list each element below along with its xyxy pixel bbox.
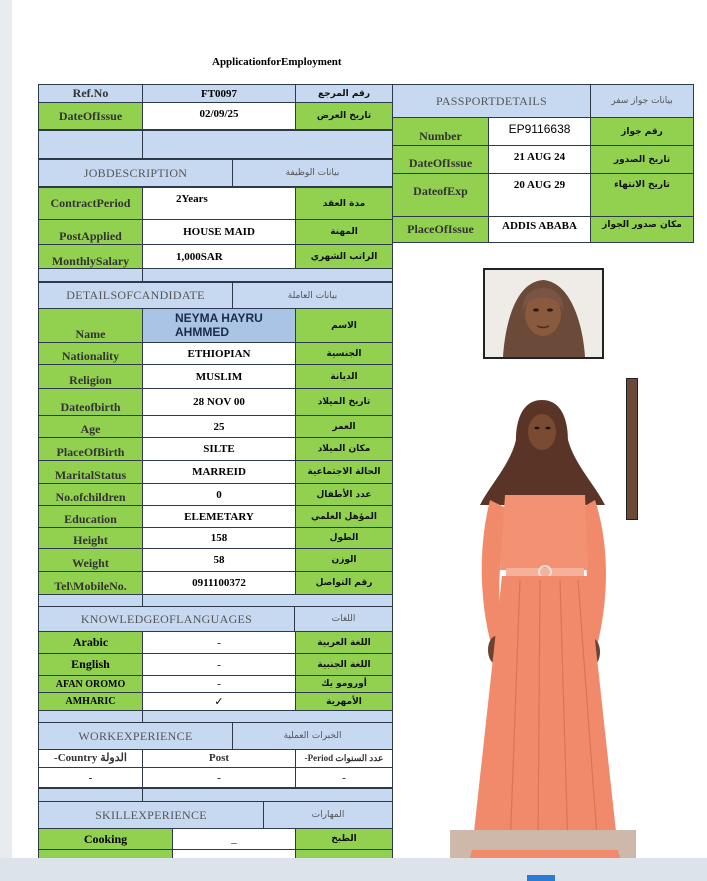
language-value: - [142,653,296,676]
candidate-value: 25 [142,415,296,438]
salary-ar: الراتب الشهري [295,244,393,269]
candidate-label: Weight [38,548,143,572]
passport-place-value: ADDIS ABABA [488,216,591,243]
passport-number-value: EP9116638 [488,117,591,146]
portrait-photo [483,268,604,359]
skills-header: SKILLEXPERIENCE [38,801,264,829]
contract-label: ContractPeriod [38,187,143,220]
language-value: - [142,675,296,693]
issue-label: DateOfIssue [38,102,143,130]
skill-label: Cooking [38,828,173,850]
taskbar [0,858,707,881]
language-ar: اللغة الجنبية [295,653,393,676]
passport-header-ar: بيانات جواز سفر [590,84,694,118]
skill-value: _ [172,828,296,850]
ref-ar: رقم المرجع [295,84,393,103]
candidate-value: SILTE [142,437,296,461]
issue-ar: تاريخ العرض [295,102,393,130]
candidate-label: MaritalStatus [38,460,143,484]
language-value: - [142,631,296,654]
skill-next-row [38,849,173,858]
language-label: AFAN OROMO [38,675,143,693]
candidate-ar: عدد الأطفال [295,483,393,506]
languages-header: KNOWLEDGEOFLANGUAGES [38,606,295,632]
post-value: HOUSE MAID [142,219,296,245]
work-col-post: Post [142,749,296,768]
candidate-header-ar: بيانات العاملة [232,282,393,309]
full-body-photo-image [450,380,636,858]
spacer-cell [142,788,393,802]
candidate-ar: تاريخ الميلاد [295,388,393,416]
candidate-value: 28 NOV 00 [142,388,296,416]
candidate-value: 58 [142,548,296,572]
candidate-ar: الاسم [295,308,393,343]
issue-value: 02/09/25 [142,102,296,130]
windows-start-icon[interactable] [527,875,555,881]
full-body-photo [450,380,636,858]
spacer-cell [38,268,143,282]
candidate-ar: الطول [295,527,393,549]
candidate-ar: المؤهل العلمي [295,505,393,528]
candidate-ar: الحالة الاجتماعية [295,460,393,484]
candidate-label: Dateofbirth [38,388,143,416]
candidate-ar: العمر [295,415,393,438]
passport-issue-value: 21 AUG 24 [488,145,591,174]
spacer-cell [38,130,143,159]
candidate-value: ETHIOPIAN [142,342,296,365]
spacer-cell [142,268,393,282]
passport-place-ar: مكان صدور الجواز [590,216,694,243]
skill-next-row [295,849,393,858]
candidate-value: MARREID [142,460,296,484]
work-period-value: - [295,767,393,788]
work-country-value: - [38,767,143,788]
candidate-value: MUSLIM [142,364,296,389]
language-ar: الأمهرية [295,692,393,711]
language-label: English [38,653,143,676]
language-label: Arabic [38,631,143,654]
post-label: PostApplied [38,219,143,245]
language-ar: أورومو يك [295,675,393,693]
candidate-label: Nationality [38,342,143,365]
skill-next-row [172,849,296,858]
page-title: ApplicationforEmployment [212,56,342,68]
post-ar: المهنة [295,219,393,245]
candidate-ar: الوزن [295,548,393,572]
candidate-header: DETAILSOFCANDIDATE [38,282,233,309]
spacer-cell [142,130,393,159]
salary-value: 1,000SAR [142,244,296,269]
passport-place-label: PlaceOfIssue [392,216,489,243]
document-page [12,0,707,858]
passport-issue-ar: تاريخ الصدور [590,145,694,174]
adjacent-photo-edge [626,378,638,520]
candidate-label: Height [38,527,143,549]
passport-exp-value: 20 AUG 29 [488,173,591,217]
candidate-value: 0911100372 [142,571,296,595]
spacer-cell [38,788,143,802]
candidate-ar: مكان الميلاد [295,437,393,461]
work-post-value: - [142,767,296,788]
skill-ar: الطبخ [295,828,393,850]
salary-label: MonthlySalary [38,244,143,269]
candidate-label: No.ofchildren [38,483,143,506]
work-header: WORKEXPERIENCE [38,722,233,750]
ref-label: Ref.No [38,84,143,103]
contract-ar: مدة العقد [295,187,393,220]
candidate-ar: الجنسية [295,342,393,365]
job-header: JOBDESCRIPTION [38,159,233,187]
portrait-photo-image [485,270,602,357]
ref-value: FT0097 [142,84,296,103]
work-col-country: -Country الدولة [38,749,143,768]
candidate-label: Tel\MobileNo. [38,571,143,595]
candidate-value: 158 [142,527,296,549]
language-label: AMHARIC [38,692,143,711]
language-ar: اللغة العربية [295,631,393,654]
candidate-label: PlaceOfBirth [38,437,143,461]
language-value: ✓ [142,692,296,711]
work-col-period: -Period عدد السنوات [295,749,393,768]
candidate-label: Education [38,505,143,528]
candidate-label: Name [38,308,143,343]
skills-header-ar: المهارات [263,801,393,829]
candidate-ar: الديانة [295,364,393,389]
work-header-ar: الخبرات العملية [232,722,393,750]
candidate-value: 0 [142,483,296,506]
passport-header: PASSPORTDETAILS [392,84,591,118]
passport-issue-label: DateOfIssue [392,145,489,174]
passport-exp-ar: تاريخ الانتهاء [590,173,694,217]
languages-header-ar: اللغات [294,606,393,632]
passport-number-ar: رقم جواز [590,117,694,146]
candidate-ar: رقم التواصل [295,571,393,595]
passport-number-label: Number [392,117,489,146]
contract-value: 2Years [142,187,296,220]
candidate-label: Age [38,415,143,438]
passport-exp-label: DateofExp [392,173,489,217]
candidate-value: NEYMA HAYRU AHMMED [142,308,296,343]
job-header-ar: بيانات الوظيفة [232,159,393,187]
candidate-label: Religion [38,364,143,389]
candidate-value: ELEMETARY [142,505,296,528]
